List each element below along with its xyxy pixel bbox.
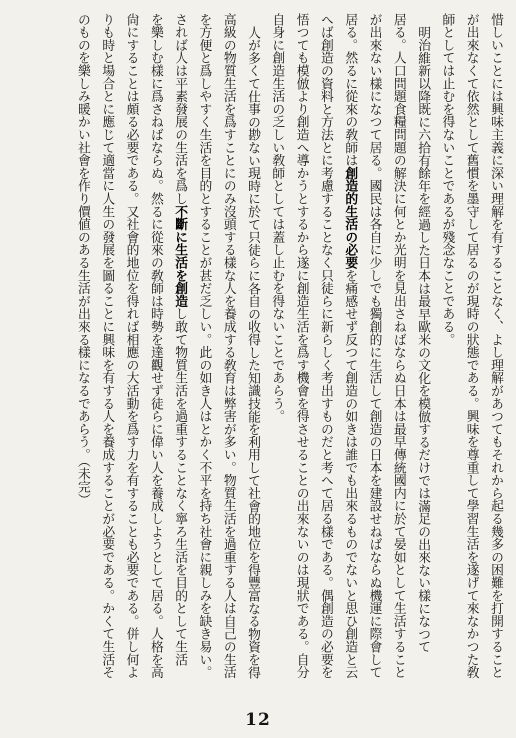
page-number: 12 xyxy=(245,710,271,730)
text-segment: し敢て物質生活を過重することなく寧ろ生活を目的として生活 xyxy=(172,307,188,666)
text-column: 師としては止むを得ないことであるが殘念なことである。 xyxy=(439,13,455,346)
text-column: へば創造の資料と方法とに考慮することなく只徒らに新らしく考出すものだと考へて居る樣である。偶創造の必要を xyxy=(317,13,333,679)
emphasized-text: 不斷に生活を創造 xyxy=(172,205,188,308)
text-column: 惜しいことには興味主義に深い理解を有することなく、よし理解があつてもそれから起る幾多の困難を打開すること xyxy=(488,13,503,679)
text-column xyxy=(337,13,361,703)
text-column: を方便と爲しやすく生活を目的とすることが甚だ乏しい。此の如き人はとかく不平を持ち社會に親しみを缺き易い。 xyxy=(196,13,212,679)
text-column: 居る。人口問題食糧問題の解決に何とか光明を見出さねばならぬ日本は最早傳統國内に於て晏如として生活すること xyxy=(390,13,406,679)
vertical-text-body xyxy=(70,13,507,703)
emphasized-text: 創造的生活の必要 xyxy=(342,166,358,270)
text-column: 自身に創造生活の乏しい敎師としては蓋し止むを得ないことであらう。 xyxy=(269,13,285,423)
text-column: りも時と場合とに應じて適當に人生の發展を圖ることに興味を有する人を養成することが必要である。かくて生活そ xyxy=(99,13,115,679)
text-column: 悟つても模倣より創造へ導かうとするから遂に創造生活を爲す機會を得させることの出來ないのは現狀である。自分 xyxy=(293,13,309,679)
paragraph xyxy=(434,13,507,703)
paragraph xyxy=(70,13,264,703)
text-segment: されば人は平素發展の生活を爲し xyxy=(172,13,188,205)
text-segment: を痛感せず反つて創造の如きは誰でも出來るものでないと思ひ創造と云 xyxy=(342,269,358,679)
text-column xyxy=(167,13,191,703)
text-column: 明治維新以降既に六拾有餘年を經過した日本は最早歐米の文化を模倣するだけでは滿足の出來ない樣になつて xyxy=(415,25,431,653)
paragraph xyxy=(264,13,434,703)
text-column: を樂しむ樣に爲さねばならぬ。然るに從來の敎師は時勢を達觀せず徒らに偉い人を養成しようとして居る。人格を高 xyxy=(147,13,163,679)
text-column: が出來なくて依然として舊慣を墨守して居るのが現時の狀態である。興味を尊重して學習生活を遂げて來なかつた敎 xyxy=(463,13,479,679)
text-column: 尙にすることは頗る必要である。又社會的地位を得れば相應の大活動を爲す力を有することも必要である。併し何よ xyxy=(123,13,139,679)
text-column: 人が多くて仕事の尠ない現時に於て只徒らに各自の收得した知識技能を利用して社會的地位を得豐富なる物資を得 xyxy=(245,25,261,679)
text-segment: 居る。然るに從來の敎師は xyxy=(342,13,358,167)
text-column: 高級の物質生活を爲すことにのみ沒頭する樣な人を養成する敎育は弊害が多い。物質生活を過重する人は自己の生活 xyxy=(220,13,236,679)
text-column: のものを樂しみ暖かい社會を作り價値のある生活が出來る樣になるであらう。（未完） xyxy=(74,13,90,506)
text-column: が出來ない樣になつて居る。國民は各自に少しでも獨創的に生活して創造の日本を建設せねばならぬ機運に際會して xyxy=(366,13,382,679)
